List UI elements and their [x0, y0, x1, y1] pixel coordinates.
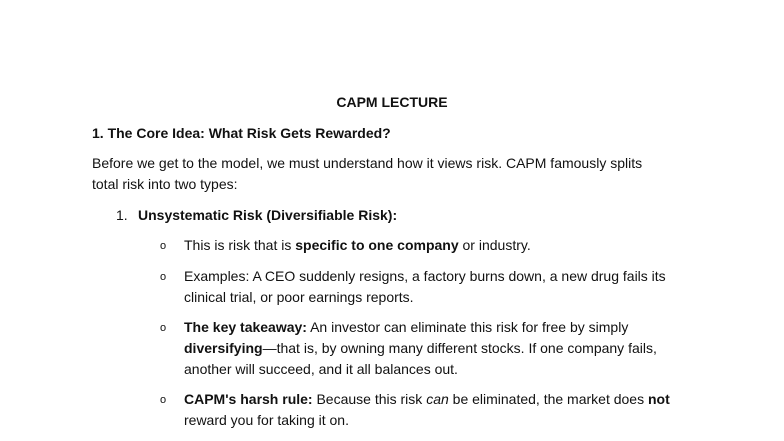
numbered-item-unsystematic-risk — [116, 206, 397, 224]
document-title: CAPM LECTURE — [336, 94, 448, 110]
bullet-text — [184, 317, 680, 380]
bullet-italic-text: can — [426, 391, 449, 407]
list-number: 1. — [116, 207, 128, 223]
intro-paragraph: Before we get to the model, we must understand how it views risk. CAPM famously splits total risk into two types: — [92, 155, 643, 192]
bullet-item-key-takeaway — [160, 317, 680, 380]
bullet-text-part: An investor can eliminate this risk for free by simply — [306, 319, 629, 335]
bullet-bold-text: specific to one company — [295, 237, 459, 253]
bullet-bold-text: diversifying — [184, 340, 263, 356]
bullet-text — [184, 235, 680, 256]
bullet-marker: o — [160, 394, 167, 406]
bullet-text-part: or industry. — [458, 237, 531, 253]
bullet-bold-text: not — [648, 391, 670, 407]
bullet-text-part: be eliminated, the market does — [448, 391, 648, 407]
bullet-text-part: Because this risk — [312, 391, 427, 407]
list-item-label: Unsystematic Risk (Diversifiable Risk): — [138, 207, 398, 223]
bullet-text-part: reward you for taking it on. — [184, 412, 349, 428]
bullet-marker: o — [160, 271, 167, 283]
bullet-text: Examples: A CEO suddenly resigns, a factory burns down, a new drug fails its clinical trial, or poor earnings reports. — [184, 268, 666, 305]
bullet-item-examples — [160, 266, 680, 308]
bullet-item-specific-risk — [160, 235, 680, 256]
bullet-text-part: —that is, by owning many different stocks. If one company fails, another will succeed, and it all balances out. — [184, 340, 657, 377]
bullet-item-harsh-rule — [160, 389, 680, 431]
bullet-text — [184, 389, 680, 431]
bullet-text-part: This is risk that is — [184, 237, 296, 253]
bullet-bold-lead: The key takeaway: — [184, 319, 307, 335]
bullet-marker: o — [160, 322, 167, 334]
section-heading: 1. The Core Idea: What Risk Gets Rewarded? — [92, 125, 391, 141]
bullet-marker: o — [160, 240, 167, 252]
bullet-bold-lead: CAPM's harsh rule: — [184, 391, 313, 407]
